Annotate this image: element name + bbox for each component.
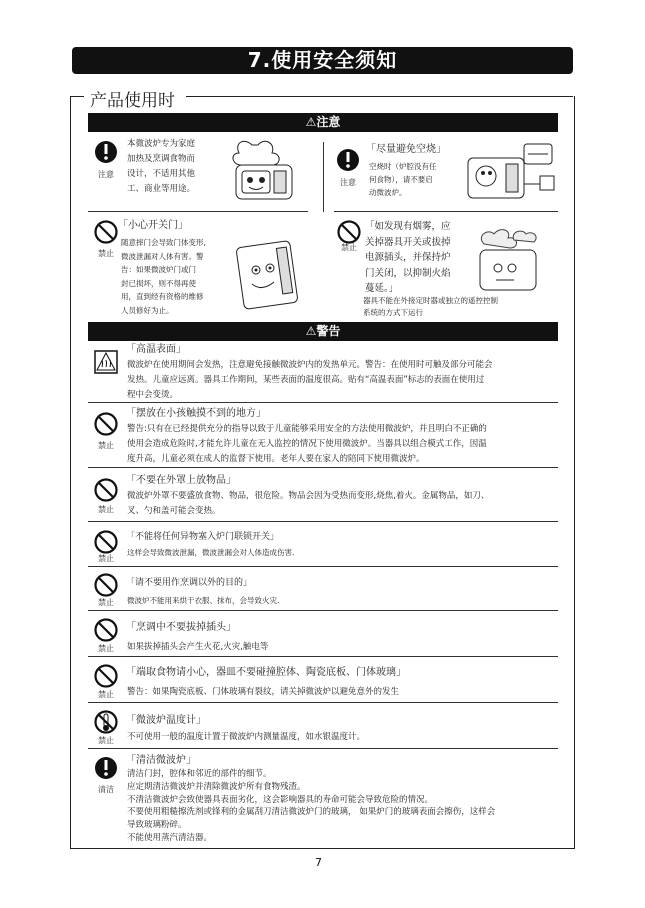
warning-3-title: 「不能将任何异物塞入炉门联锁开关」 bbox=[126, 532, 280, 542]
prohibited-label: 禁止 bbox=[98, 644, 114, 653]
warning-1-text: 警告:只有在已经提供充分的指导以致于儿童能够采用安全的方法使用微波炉，并且明白不正确的 使用会造成危险时,才能允许儿童在无人监控的情况下使用微波炉。当器具以组合模式工作，因温 度升高，儿童必须在成人的监督下使用。老年人要在家人的陪同下使用微波炉。 bbox=[127, 424, 487, 464]
caution-label: 注意 bbox=[98, 170, 114, 179]
caution-4-text: 「如发现有烟雾，应 关掉器具开关或拔掉 电源插头，并保持炉 门关闭，以抑制火焰 蔓延。」 bbox=[365, 221, 451, 294]
caution-2-title: 「尽量避免空烧」 bbox=[366, 144, 446, 155]
prohibited-icon bbox=[337, 220, 361, 244]
prohibited-label: 禁止 bbox=[98, 598, 114, 607]
warning-4-title: 「请不要用作烹调以外的目的」 bbox=[126, 578, 253, 588]
exclamation-icon bbox=[336, 148, 360, 176]
warning-7-text: 不可使用一般的温度计置于微波炉内测量温度，如水银温度计。 bbox=[127, 732, 366, 742]
warning-2-title: 「不要在外罩上放物品」 bbox=[126, 475, 236, 486]
prohibited-thermometer-icon bbox=[94, 710, 118, 734]
prohibited-label: 禁止 bbox=[98, 441, 114, 450]
warning-2-text: 微波炉外罩不要盛放食物、物品，很危险。物品会因为受热而变形,烧焦,着火。金属物品，如刀、 叉、勺和盖可能会变热。 bbox=[127, 491, 490, 516]
prohibited-label: 禁止 bbox=[98, 249, 114, 258]
warning-6-text: 警告：如果陶瓷底板、门体玻璃有裂纹，请关掉微波炉以避免意外的发生 bbox=[127, 687, 400, 697]
prohibited-icon bbox=[94, 478, 118, 502]
hot-surface-icon bbox=[94, 350, 118, 374]
warning-8-title: 「清洁微波炉」 bbox=[126, 755, 196, 766]
page-number: 7 bbox=[315, 856, 322, 869]
prohibited-label: 禁止 bbox=[98, 690, 114, 699]
exclamation-icon bbox=[94, 756, 118, 784]
exclamation-icon bbox=[94, 140, 118, 168]
warning-1-title: 「摆放在小孩触摸不到的地方」 bbox=[126, 408, 266, 419]
warning-5-text: 如果拔掉插头会产生火花,火灾,触电等 bbox=[127, 642, 269, 652]
prohibited-label: 禁止 bbox=[98, 554, 114, 563]
warning-0-title: 「高温表面」 bbox=[126, 344, 186, 355]
prohibited-label: 禁止 bbox=[98, 736, 114, 745]
section-title: 产品使用时 bbox=[90, 86, 175, 111]
page-title: 7.使用安全须知 bbox=[72, 47, 573, 74]
warning-0-text: 微波炉在使用期间会发热，注意避免接触微波炉内的发热单元。警告：在使用时可触及部分可能会 发热。儿童应远离。器具工作期间，某些表面的温度很高。贴有“高温表面”标志的表面在使用过 程中会变烫。 bbox=[127, 360, 493, 400]
prohibited-icon bbox=[94, 530, 118, 554]
caution-4-note: 器具不能在外接定时器或独立的遥控控制 系统的方式下运行 bbox=[363, 296, 498, 317]
prohibited-icon bbox=[94, 573, 118, 597]
caution-3-title: 「小心开关门」 bbox=[118, 220, 188, 231]
clean-label: 清洁 bbox=[98, 785, 114, 794]
prohibited-icon bbox=[94, 412, 118, 436]
prohibited-icon bbox=[94, 664, 118, 688]
empty-microwave-illustration bbox=[462, 140, 558, 206]
smoke-microwave-illustration bbox=[470, 226, 552, 296]
caution-2-text: 空烧时（炉腔没有任 何食物），请不要启 动微波炉。 bbox=[369, 162, 437, 197]
warning-3-text: 这样会导致微波泄漏，微波泄漏会对人体造成伤害. bbox=[127, 548, 295, 557]
prohibited-icon bbox=[94, 618, 118, 642]
caution-label: 注意 bbox=[340, 178, 356, 187]
warning-6-title: 「端取食物请小心，器皿不要碰撞腔体、陶瓷底板、门体玻璃」 bbox=[126, 667, 406, 678]
caution-3-text: 随意摔门会导致门体变形, 微波泄漏对人体有害。警 告：如果微波炉门或门 封已损坏，则不得再使 用，直到经有资格的维修 人员修好为止。 bbox=[121, 238, 206, 315]
caution-band: ⚠注意 bbox=[88, 113, 558, 132]
warning-5-title: 「烹调中不要拔掉插头」 bbox=[126, 622, 236, 633]
warning-4-text: 微波炉不能用来烘干衣服、抹布，会导致火灾. bbox=[127, 596, 280, 605]
prohibited-label: 禁止 bbox=[341, 243, 357, 252]
caution-1-text: 本微波炉专为家庭 加热及烹调食物而 设计，不适用其他 工、商业等用途。 bbox=[127, 139, 196, 194]
warning-7-title: 「微波炉温度计」 bbox=[126, 715, 206, 726]
warning-8-text: 清洁门封，腔体和邻近的部件的细节。 应定期清洁微波炉并清除微波炉所有食物残渣。 不清洁微波炉会致使器具表面劣化，这会影响器具的寿命可能会导致危险的情况。 不要使用粗糙擦洗剂或锋利的金属刮刀清洁微波炉门的玻璃， 如果炉门的玻璃表面会擦伤，这样会 导致玻璃粉碎。 不能使用蒸汽清洁器。 bbox=[127, 769, 496, 843]
prohibited-icon bbox=[94, 220, 118, 244]
chef-microwave-illustration bbox=[214, 135, 314, 205]
warning-band: ⚠警告 bbox=[88, 322, 558, 341]
door-microwave-illustration bbox=[230, 236, 306, 318]
prohibited-label: 禁止 bbox=[98, 505, 114, 514]
